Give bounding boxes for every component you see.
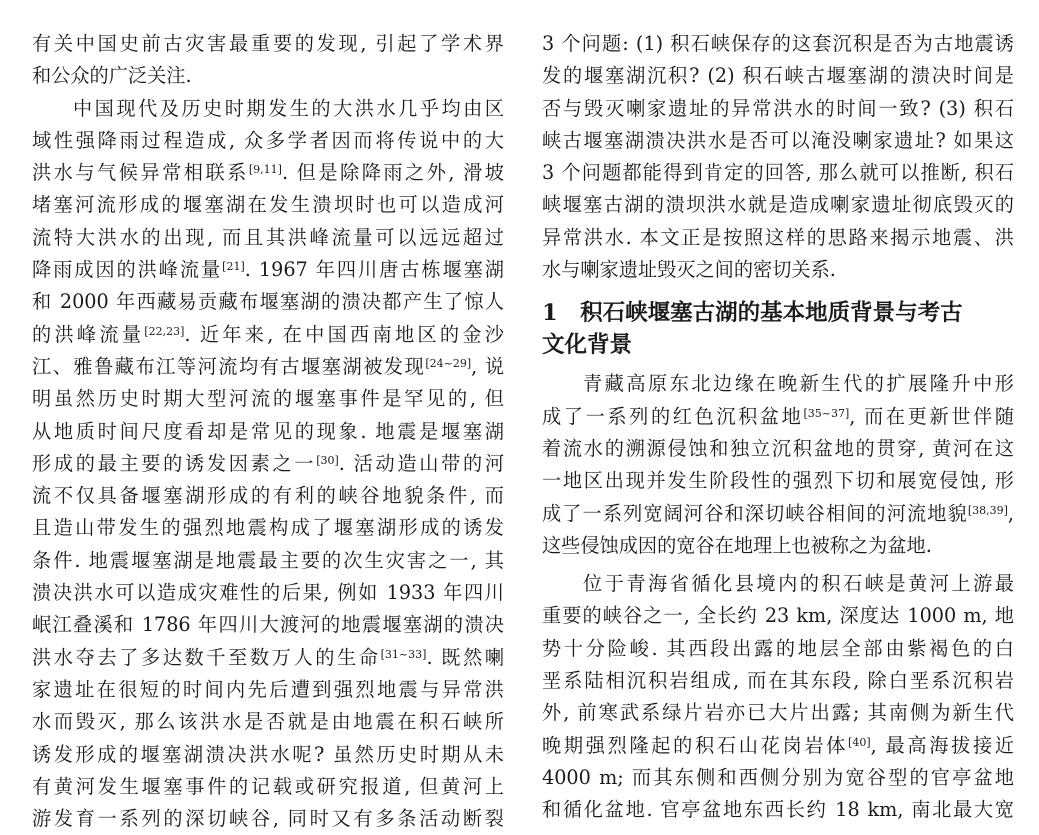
text-line: 条件. 地震堰塞湖是地震最主要的次生灾害之一, 其 <box>32 548 504 572</box>
text-fragment: 晚期强烈隆起的积石山花岗岩体 <box>542 733 849 757</box>
text-fragment: , 最高海拔接近 <box>870 733 1014 757</box>
text-fragment: 形成的最主要的诱发因素之一 <box>32 451 317 475</box>
text-line: 堵塞河流形成的堰塞湖在发生溃坝时也可以造成河 <box>32 193 504 217</box>
text-fragment: . 既然喇 <box>426 645 505 669</box>
text-line: 水与喇家遗址毁灭之间的密切关系. <box>542 258 836 282</box>
text-line <box>542 730 1014 762</box>
text-line: 和公众的广泛关注. <box>32 64 192 88</box>
text-line: 诱发形成的堰塞湖溃决洪水呢? 虽然历史时期从未 <box>32 742 504 766</box>
text-line: 3 个问题: (1) 积石峡保存的这套沉积是否为古地震诱 <box>542 32 1014 55</box>
citation: [21] <box>222 260 245 274</box>
text-line: 3 个问题都能得到肯定的回答, 那么就可以推断, 积石 <box>542 161 1014 185</box>
text-line: 青藏高原东北边缘在晚新生代的扩展隆升中形 <box>583 372 1014 396</box>
text-fragment: , 而在更新世伴随 <box>849 404 1015 428</box>
text-line: 流特大洪水的出现, 而且其洪峰流量可以远远超过 <box>32 225 504 249</box>
text-line: 有黄河发生堰塞事件的记载或研究报道, 但黄河上 <box>32 774 504 798</box>
text-fragment: 降雨成因的洪峰流量 <box>32 258 223 282</box>
text-line: 游发育一系列的深切峡谷, 同时又有多条活动断裂 <box>32 807 504 831</box>
text-line <box>542 498 1014 530</box>
text-fragment: , <box>1007 501 1014 525</box>
text-line <box>32 157 504 189</box>
citation: [38,39] <box>967 503 1008 517</box>
text-line: 水而毁灭, 那么该洪水是否就是由地震在积石峡所 <box>32 710 504 734</box>
citation: [31~33] <box>380 647 427 661</box>
text-line: 有关中国史前古灾害最重要的发现, 引起了学术界 <box>32 32 504 55</box>
text-fragment: 的洪峰流量 <box>32 322 145 346</box>
text-fragment: 洪水与气候异常相联系 <box>32 161 249 185</box>
citation: [24~29] <box>425 356 472 370</box>
right-column <box>542 28 1014 827</box>
text-line <box>32 642 504 674</box>
text-line: 势十分险峻. 其西段出露的地层全部由紫褐色的白 <box>542 636 1014 660</box>
text-line <box>32 254 504 286</box>
heading-line: 文化背景 <box>542 332 633 359</box>
text-line: 家遗址在很短的时间内先后遭到强烈地震与异常洪 <box>32 677 504 701</box>
text-line: 峡古堰塞湖溃决洪水是否可以淹没喇家遗址? 如果这 <box>542 128 1014 152</box>
text-fragment: . 活动造山带的河 <box>338 451 505 475</box>
citation: [35~37] <box>803 406 850 420</box>
text-fragment: , 说 <box>471 354 505 378</box>
text-line: 着流水的溯源侵蚀和独立沉积盆地的贯穿, 黄河在这 <box>542 436 1014 460</box>
citation: [40] <box>848 735 871 749</box>
text-line: 发的堰塞湖沉积? (2) 积石峡古堰塞湖的溃决时间是 <box>542 64 1014 88</box>
text-fragment: . 1967 年四川唐古栋堰塞湖 <box>244 258 504 282</box>
left-column <box>32 28 504 835</box>
text-line: 溃决洪水可以造成灾难性的后果, 例如 1933 年四川 <box>32 581 504 605</box>
text-line: 且造山带发生的强烈地震构成了堰塞湖形成的诱发 <box>32 516 504 540</box>
heading-line: 1 积石峡堰塞古湖的基本地质背景与考古 <box>542 300 963 327</box>
text-line: 一地区出现并发生阶段性的强烈下切和展宽侵蚀, 形 <box>542 469 1014 493</box>
text-line: 岷江叠溪和 1786 年四川大渡河的地震堰塞湖的溃决 <box>32 613 504 637</box>
text-line <box>32 319 504 351</box>
text-line: 位于青海省循化县境内的积石峡是黄河上游最 <box>583 572 1014 596</box>
text-line: 明虽然历史时期大型河流的堰塞事件是罕见的, 但 <box>32 387 504 411</box>
text-line <box>32 351 504 383</box>
text-line: 垩系陆相沉积岩组成, 而在其东段, 除白垩系沉积岩 <box>542 669 1014 693</box>
text-line: 这些侵蚀成因的宽谷在地理上也被称之为盆地. <box>542 533 932 557</box>
text-line: 外, 前寒武系绿片岩亦已大片出露; 其南侧为新生代 <box>542 701 1014 725</box>
text-fragment: 洪水夺去了多达数千至数万人的生命 <box>32 645 381 669</box>
text-line: 域性强降雨过程造成, 众多学者因而将传说中的大 <box>32 128 504 152</box>
citation: [9,11] <box>248 163 282 177</box>
text-fragment: 成了一系列宽阔河谷和深切峡谷相间的河流地貌 <box>542 501 968 525</box>
text-line <box>542 401 1014 433</box>
citation: [30] <box>316 453 339 467</box>
citation: [22,23] <box>144 324 185 338</box>
text-fragment: 成了一系列的红色沉积盆地 <box>542 404 804 428</box>
text-line: 否与毁灭喇家遗址的异常洪水的时间一致? (3) 积石 <box>542 96 1014 120</box>
text-line: 异常洪水. 本文正是按照这样的思路来揭示地震、洪 <box>542 225 1014 249</box>
text-line: 中国现代及历史时期发生的大洪水几乎均由区 <box>73 96 504 120</box>
text-fragment: . 近年来, 在中国西南地区的金沙 <box>184 322 504 346</box>
text-line: 4000 m; 而其东侧和西侧分别为宽谷型的官亭盆地 <box>542 765 1014 789</box>
text-fragment: . 但是除降雨之外, 滑坡 <box>281 161 504 185</box>
text-line: 重要的峡谷之一, 全长约 23 km, 深度达 1000 m, 地 <box>542 604 1014 628</box>
text-line: 流不仅具备堰塞湖形成的有利的峡谷地貌条件, 而 <box>32 484 504 508</box>
text-line: 和循化盆地. 官亭盆地东西长约 18 km, 南北最大宽 <box>542 798 1014 822</box>
text-line: 和 2000 年西藏易贡藏布堰塞湖的溃决都产生了惊人 <box>32 290 504 314</box>
text-fragment: 江、雅鲁藏布江等河流均有古堰塞湖被发现 <box>32 354 426 378</box>
text-line: 从地质时间尺度看却是常见的现象. 地震是堰塞湖 <box>32 419 504 443</box>
text-line <box>32 448 504 480</box>
text-line: 峡堰塞古湖的溃坝洪水就是造成喇家遗址彻底毁灭的 <box>542 193 1014 217</box>
section-heading <box>542 297 1014 361</box>
